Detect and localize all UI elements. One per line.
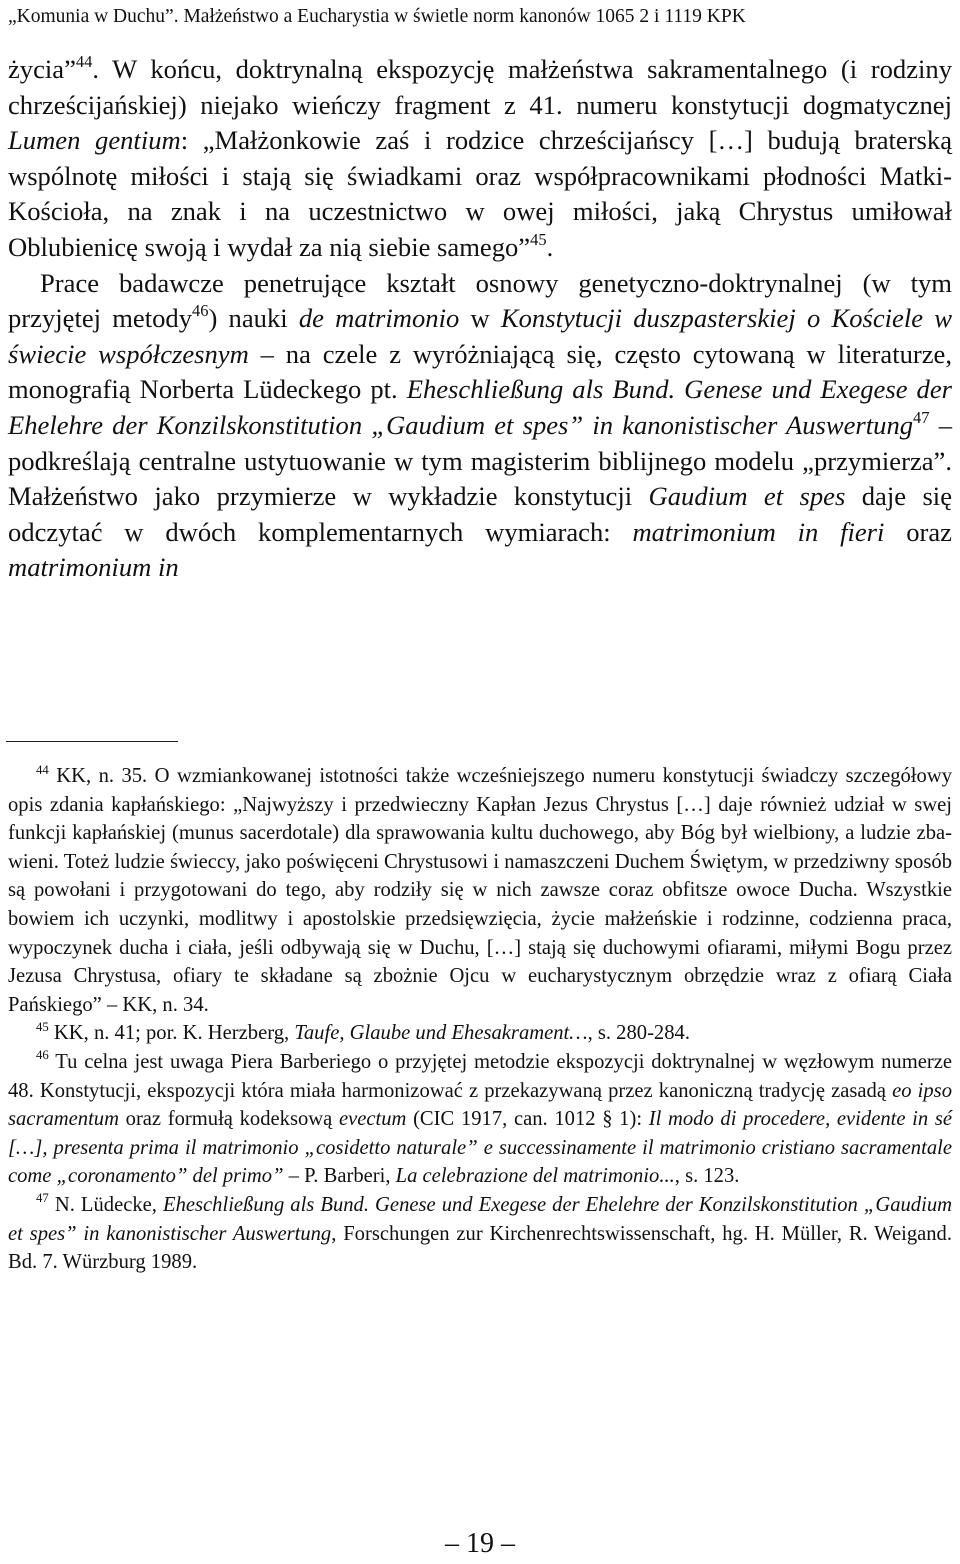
italic-term: evectum xyxy=(338,1108,407,1131)
footnote-text: oraz formułą kodeksową xyxy=(118,1108,339,1131)
text-span: . W końcu, doktrynalną ekspozycję małżeństwa sakramentalnego (i rodziny chrześcijańskiej) niejako wieńczy fragment z 41. numeru konstytucji dogmatycznej xyxy=(8,54,952,120)
italic-term: eo ipso sacramentum xyxy=(8,1079,952,1131)
italic-title: Eheschließung als Bund. Genese und Exegese der Ehelehre der Konzilskonstitution „Gaudium et spes” in kanonistischer Auswertung xyxy=(8,374,952,440)
italic-quote: Il modo di procedere, evidente in sé […], presenta prima il matrimonio „cosidetto naturale” e successinamente il matrimonio cristiano sacramentale come „coronamento” del primo” xyxy=(8,1108,953,1188)
footnote-text: KK, n. 41; por. K. Herzberg, xyxy=(48,1022,295,1045)
italic-title: Gaudium et spes xyxy=(648,481,846,512)
text-span: Prace badawcze penetrujące kształt osnowy genetyczno-doktrynalnej (w tym przyjętej metody xyxy=(8,267,952,334)
running-header: „Komunia w Duchu”. Małżeństwo a Eucharystia w świetle norm kanonów 1065 2 i 1119 KPK xyxy=(8,6,746,27)
footnote-45 xyxy=(8,1019,952,1048)
text-span: . xyxy=(546,231,554,262)
italic-title: La celebrazione del matrimonio... xyxy=(395,1165,675,1188)
paragraph-2 xyxy=(8,266,952,586)
footnote-text: , s. 123. xyxy=(674,1165,740,1188)
italic-term: matrimonium in fieri xyxy=(632,516,885,547)
footnote-44 xyxy=(8,762,952,1019)
footnote-ref-44[interactable]: 44 xyxy=(75,52,93,72)
italic-title: Taufe, Glaube und Ehesakrament… xyxy=(294,1022,588,1045)
text-span: – podkreślają centralne ustytuowanie w tym magisterim biblijnego modelu „przymierza”. Małżeństwo jako przymierze w wykładzie konstytucji xyxy=(8,409,952,512)
italic-title: Konstytucji duszpasterskiej o Kościele w świecie współczesnym xyxy=(8,303,952,369)
footnote-text: , Forschungen zur Kirchenrechtswissenschaft, hg. H. Müller, R. Weigand. Bd. 7. Würzburg 1989. xyxy=(8,1222,953,1274)
footnote-text: Tu celna jest uwaga Piera Barberiego o przyjętej metodzie ekspozycji doktrynalnej w węzłowym numerze 48. Konstytucji, ekspozycji która miała harmonizować z przekazywaną przez kanoniczną tradycję zasadą xyxy=(8,1050,952,1102)
footnote-number: 45 xyxy=(36,1019,49,1034)
page-number: – 19 – xyxy=(445,1528,515,1559)
italic-title: Lumen gentium xyxy=(8,125,181,156)
italic-term: de matrimonio xyxy=(298,303,460,334)
text-span: życia” xyxy=(8,54,76,84)
footnote-number: 44 xyxy=(36,762,49,777)
footnote-text: , s. 280-284. xyxy=(587,1022,690,1045)
footnote-46 xyxy=(8,1048,952,1191)
italic-term: matrimonium in xyxy=(8,552,179,583)
italic-title: Eheschließung als Bund. Genese und Exegese der Ehelehre der Konzilskonstitution „Gaudium et spes” in kanonistischer Auswertung xyxy=(8,1193,952,1245)
text-span: w xyxy=(459,303,501,334)
footnote-ref-46[interactable]: 46 xyxy=(192,301,209,321)
footnote-number: 47 xyxy=(36,1191,49,1206)
footnote-text: (CIC 1917, can. 1012 § 1): xyxy=(406,1108,649,1131)
footnote-separator xyxy=(6,741,178,742)
main-text xyxy=(8,52,952,586)
text-span: : „Małżonkowie zaś i rodzice chrześcijańscy […] budują braterską wspólnotę miłości i stają się świadkami oraz współpracownikami płodności Matki-Kościoła, na znak i na uczestnictwo w owej miłości, jaką Chrystus umiłował Oblubienicę swoją i wydał za nią siebie samego” xyxy=(8,125,953,262)
text-span: daje się odczytać w dwóch komplementarnych wymiarach: xyxy=(8,481,953,547)
paragraph-1 xyxy=(8,52,952,266)
footnote-47 xyxy=(8,1191,952,1277)
text-span: – na czele z wyróżniającą się, często cytowaną w literaturze, monografią Norberta Lüdeckego pt. xyxy=(8,338,952,405)
footnote-ref-45[interactable]: 45 xyxy=(530,230,547,250)
footnote-text: KK, n. 35. O wzmiankowanej istotności także wcześniejszego numeru konstytucji świadczy szczegółowy opis zdania kapłańskiego: „Najwyższy i przedwieczny Kapłan Jezus Chrystus […] daje również udział w swej funkcji kapłańskiej (munus sacerdotale) dla sprawowania kultu duchowego, aby Bóg był wielbiony, a ludzie zbawieni. Toteż ludzie świeccy, jako poświęceni Chrystusowi i namaszczeni Duchem Świętym, w przedziwny sposób są powołani i przygotowani do tego, aby rodziły się w nich zawsze coraz obfitsze owoce Ducha. Wszystkie bowiem ich uczynki, modlitwy i apostolskie przedsięwzięcia, życie małżeńskie i rodzinne, codzienna praca, wypoczynek ducha i ciała, jeśli odbywają się w Duchu, […] stają się duchowymi ofiarami, miłymi Bogu przez Jezusa Chrystusa, ofiary te składane są zbożnie Ojcu w eucharystycznym obrzędzie wraz z ofiarą Ciała Pańskiego” – KK, n. 34. xyxy=(8,765,952,1016)
footnotes xyxy=(8,762,952,1277)
footnote-text: – P. Barberi, xyxy=(283,1165,396,1188)
footnote-number: 46 xyxy=(36,1048,49,1063)
footnote-text: N. Lüdecke, xyxy=(48,1193,163,1216)
text-span: oraz xyxy=(884,516,952,547)
footnote-ref-47[interactable]: 47 xyxy=(913,408,930,428)
text-span: ) nauki xyxy=(208,303,299,334)
